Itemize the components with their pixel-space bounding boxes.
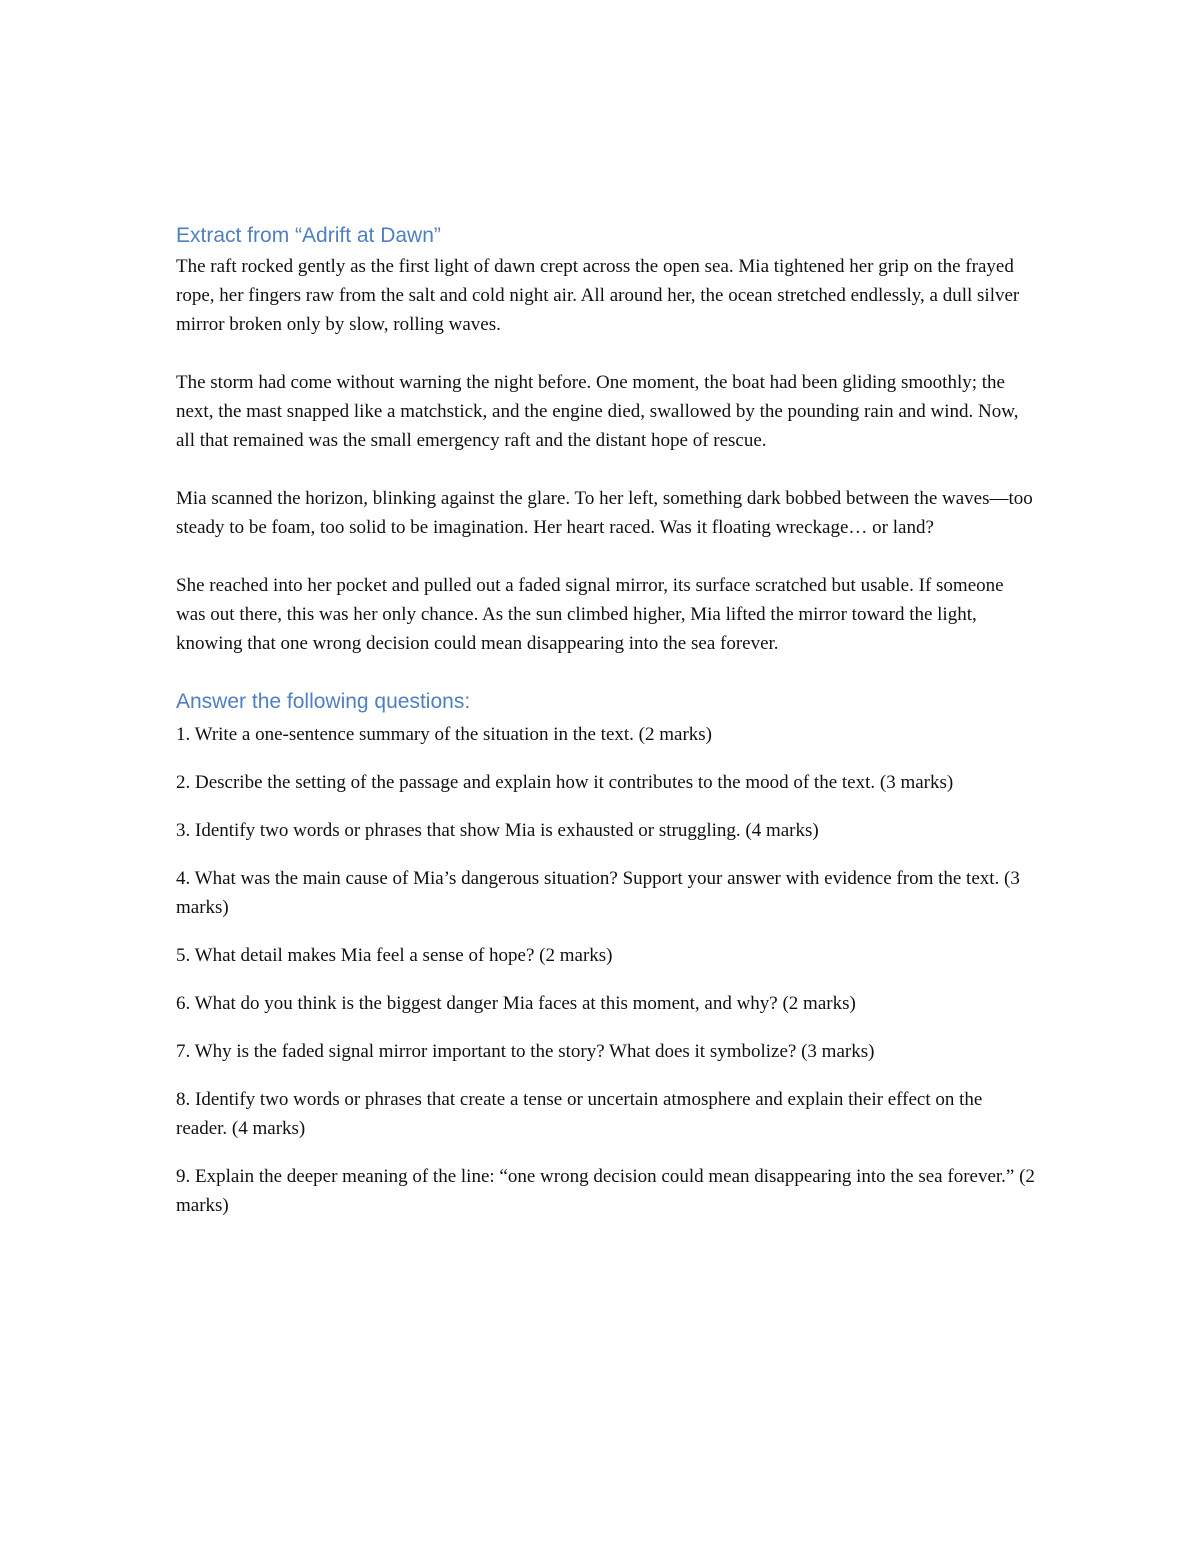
extract-paragraph: Mia scanned the horizon, blinking against the glare. To her left, something dark bobbed between the waves—too steady to be foam, too solid to be imagination. Her heart raced. Was it floating wreckage… or land? xyxy=(176,488,1033,538)
question-item: 9. Explain the deeper meaning of the line: “one wrong decision could mean disappearing into the sea forever.” (2 marks) xyxy=(176,1166,1035,1216)
document-page xyxy=(176,222,1036,1239)
questions-title: Answer the following questions: xyxy=(176,690,471,713)
question-item: 7. Why is the faded signal mirror important to the story? What does it symbolize? (3 marks) xyxy=(176,1041,875,1062)
question-item: 8. Identify two words or phrases that create a tense or uncertain atmosphere and explain their effect on the reader. (4 marks) xyxy=(176,1089,983,1139)
question-item: 4. What was the main cause of Mia’s dangerous situation? Support your answer with evidence from the text. (3 marks) xyxy=(176,868,1020,918)
extract-paragraph: She reached into her pocket and pulled out a faded signal mirror, its surface scratched but usable. If someone was out there, this was her only chance. As the sun climbed higher, Mia lifted the mirror toward the light, knowing that one wrong decision could mean disappearing into the sea forever. xyxy=(176,575,1004,654)
question-item: 3. Identify two words or phrases that show Mia is exhausted or struggling. (4 marks) xyxy=(176,820,819,841)
extract-title: Extract from “Adrift at Dawn” xyxy=(176,224,441,247)
question-item: 6. What do you think is the biggest danger Mia faces at this moment, and why? (2 marks) xyxy=(176,993,856,1014)
question-item: 2. Describe the setting of the passage and explain how it contributes to the mood of the text. (3 marks) xyxy=(176,772,954,793)
question-item: 5. What detail makes Mia feel a sense of hope? (2 marks) xyxy=(176,945,613,966)
question-item: 1. Write a one-sentence summary of the situation in the text. (2 marks) xyxy=(176,724,713,745)
extract-paragraph: The storm had come without warning the night before. One moment, the boat had been gliding smoothly; the next, the mast snapped like a matchstick, and the engine died, swallowed by the pounding rain and wind. Now, all that remained was the small emergency raft and the distant hope of rescue. xyxy=(176,372,1019,451)
questions-list xyxy=(176,720,1036,1220)
extract-paragraph: The raft rocked gently as the first light of dawn crept across the open sea. Mia tightened her grip on the frayed rope, her fingers raw from the salt and cold night air. All around her, the ocean stretched endlessly, a dull silver mirror broken only by slow, rolling waves. xyxy=(176,256,1020,335)
extract-body xyxy=(176,252,1036,658)
